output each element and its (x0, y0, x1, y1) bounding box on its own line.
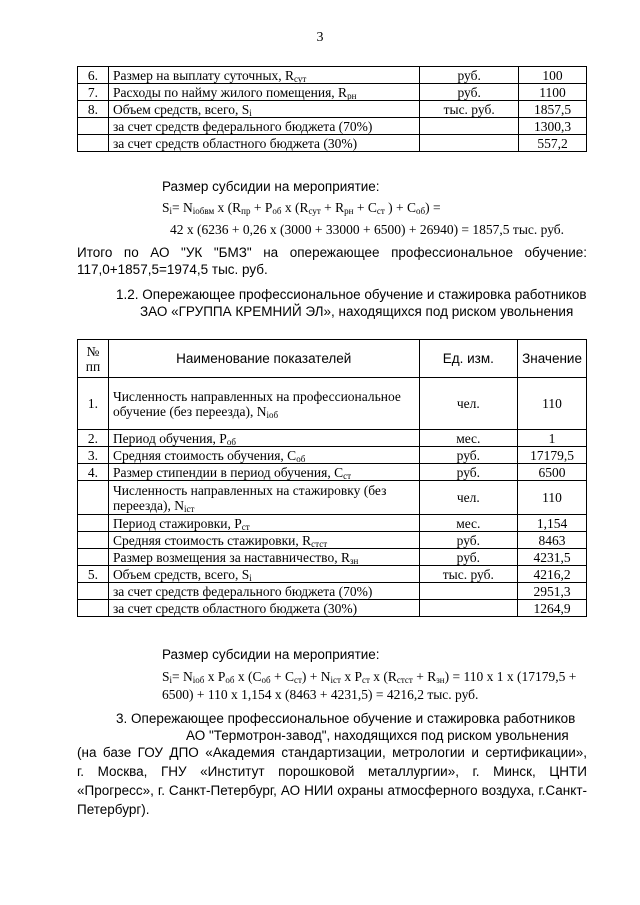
row-name (108, 600, 419, 617)
section-3-body-line-3: «Прогресс», г. Санкт-Петербург, АО НИИ охраны атмосферного воздуха, г.Санкт- (77, 783, 587, 798)
row-unit: руб. (419, 549, 518, 566)
table-row (78, 464, 587, 481)
row-number: 6. (78, 67, 109, 84)
row-name-text: Размер на выплату суточных, R (112, 67, 295, 83)
header-name: Наименование показателей (108, 340, 419, 378)
row-name (108, 447, 419, 464)
formula-1-line-1: $S_i= N_{iобвм}$ x ($R_{пр} + P_{об}$ x ($R_{сут} + R_{рн} + C_{ст}$ ) + $C_{об}$) = (162, 200, 441, 216)
row-name-subscript: ст (343, 470, 352, 481)
row-unit (420, 135, 519, 152)
row-name-subscript: стст (311, 538, 328, 549)
row-name-text: Средняя стоимость обучения, C (112, 447, 297, 463)
row-name-subscript: об (226, 436, 236, 447)
row-number (78, 549, 109, 566)
row-value: 17179,5 (518, 447, 587, 464)
budget-table-1 (77, 66, 587, 152)
total-line-1: Итого по АО "УК "БМЗ" на опережающее профессиональное обучение: (77, 245, 587, 260)
page-number: 3 (316, 30, 324, 45)
row-name-subscript: об (296, 453, 306, 464)
header-value: Значение (518, 340, 587, 378)
table-row (78, 67, 587, 84)
row-name (108, 481, 419, 515)
row-unit: руб. (419, 447, 518, 464)
row-number (78, 481, 109, 515)
row-number (78, 600, 109, 617)
row-number (78, 532, 109, 549)
row-unit: руб. (420, 67, 519, 84)
subsidy-label-1: Размер субсидии на мероприятие: (162, 179, 380, 194)
row-name-text: за счет средств федерального бюджета (70%) (112, 118, 373, 134)
table-row (78, 447, 587, 464)
row-value: 1264,9 (518, 600, 587, 617)
budget-table-2 (77, 339, 587, 617)
row-name-text: Численность направленных на профессиональное обучение (без переезда), N (112, 388, 401, 419)
row-name-text: за счет средств областного бюджета (30%) (112, 600, 358, 616)
row-value: 557,2 (519, 135, 587, 152)
row-name-subscript: i (249, 572, 252, 583)
row-unit: мес. (419, 515, 518, 532)
row-name-text: Период стажировки, P (112, 515, 242, 531)
row-name-text: Объем средств, всего, S (112, 566, 250, 582)
row-value: 6500 (518, 464, 587, 481)
row-number (78, 515, 109, 532)
row-unit: чел. (419, 481, 518, 515)
row-number (78, 118, 109, 135)
row-number: 1. (78, 378, 109, 430)
row-value: 1300,3 (519, 118, 587, 135)
row-name-text: Средняя стоимость стажировки, R (112, 532, 312, 548)
row-name-text: Объем средств, всего, S (112, 101, 250, 117)
row-number: 3. (78, 447, 109, 464)
row-name (108, 135, 419, 152)
row-name (108, 430, 419, 447)
row-name-subscript: i (249, 107, 252, 118)
table-row (78, 566, 587, 583)
row-name (108, 532, 419, 549)
row-name-text: за счет средств областного бюджета (30%) (112, 135, 358, 151)
table-row (78, 532, 587, 549)
table-row (78, 84, 587, 101)
row-value: 4231,5 (518, 549, 587, 566)
row-number (78, 135, 109, 152)
row-name-subscript: iоб (266, 409, 279, 420)
row-unit: чел. (419, 378, 518, 430)
row-name (108, 549, 419, 566)
row-value: 1100 (519, 84, 587, 101)
row-unit (419, 583, 518, 600)
row-unit: руб. (420, 84, 519, 101)
table-row (78, 549, 587, 566)
row-value: 110 (518, 378, 587, 430)
row-name (108, 84, 419, 101)
table-row (78, 135, 587, 152)
section-3-heading-line-2: АО "Термотрон-завод", находящихся под риском увольнения (186, 728, 569, 743)
row-unit (420, 118, 519, 135)
row-number: 5. (78, 566, 109, 583)
table-row (78, 481, 587, 515)
table-row (78, 101, 587, 118)
table-row (78, 515, 587, 532)
row-value: 4216,2 (518, 566, 587, 583)
row-name (108, 566, 419, 583)
row-name-text: Размер возмещения за наставничество, R (112, 549, 350, 565)
row-unit: тыс. руб. (420, 101, 519, 118)
row-name-subscript: зн (349, 555, 359, 566)
row-unit: мес. (419, 430, 518, 447)
row-name (108, 378, 419, 430)
row-name (108, 101, 419, 118)
row-name (108, 464, 419, 481)
formula-2-line-2: 6500) + 110 x 1,154 x (8463 + 4231,5) = 4216,2 тыс. руб. (162, 687, 479, 702)
formula-2-line-1: $S_i= N_{iоб}$ x $P_{об}$ x $(C_{об} + C_{ст}) + N_{iст}$ x $P_{ст}$ x $(R_{стст} + R_{зн}) = 110$ x 1 x (17179,5 + (162, 669, 577, 685)
row-number: 7. (78, 84, 109, 101)
section-1-2-heading-line-1: 1.2. Опережающее профессиональное обучение и стажировка работников (116, 287, 587, 302)
total-line-2: 117,0+1857,5=1974,5 тыс. руб. (77, 262, 268, 277)
table-row (78, 378, 587, 430)
row-number: 8. (78, 101, 109, 118)
row-name-subscript: сут (294, 73, 307, 84)
row-value: 1,154 (518, 515, 587, 532)
row-name-subscript: iст (184, 503, 195, 514)
row-name-text: Численность направленных на стажировку (без переезда), N (112, 482, 387, 513)
section-3-body-line-1: (на базе ГОУ ДПО «Академия стандартизации, метрологии и сертификации», (77, 745, 587, 760)
section-3-body-line-2: г. Москва, ГНУ «Институт порошковой металлургии», г. Минск, ЦНТИ (77, 764, 587, 779)
row-name-text: Период обучения, P (112, 430, 227, 446)
row-value: 8463 (518, 532, 587, 549)
row-value: 110 (518, 481, 587, 515)
row-name-subscript: ст (241, 521, 250, 532)
row-value: 1 (518, 430, 587, 447)
row-number: 4. (78, 464, 109, 481)
row-value: 100 (519, 67, 587, 84)
table-row (78, 430, 587, 447)
header-unit: Ед. изм. (419, 340, 518, 378)
row-number (78, 583, 109, 600)
row-unit: руб. (419, 532, 518, 549)
row-unit (419, 600, 518, 617)
row-value: 2951,3 (518, 583, 587, 600)
section-1-2-heading-line-2: ЗАО «ГРУППА КРЕМНИЙ ЭЛ», находящихся под риском увольнения (140, 304, 574, 319)
section-3-heading-line-1: 3. Опережающее профессиональное обучение и стажировка работников (116, 711, 576, 726)
row-value: 1857,5 (519, 101, 587, 118)
row-number: 2. (78, 430, 109, 447)
row-name (108, 515, 419, 532)
header-num: № пп (78, 340, 109, 378)
table-row (78, 118, 587, 135)
row-name (108, 118, 419, 135)
row-name-text: Размер стипендии в период обучения, C (112, 464, 344, 480)
row-name-text: за счет средств федерального бюджета (70%) (112, 583, 373, 599)
row-name (108, 67, 419, 84)
subsidy-label-2: Размер субсидии на мероприятие: (162, 647, 380, 662)
table-row (78, 600, 587, 617)
formula-1-line-2: 42 x (6236 + 0,26 x (3000 + 33000 + 6500) + 26940) = 1857,5 тыс. руб. (170, 222, 565, 237)
row-unit: руб. (419, 464, 518, 481)
section-3-body-line-4: Петербург). (77, 802, 150, 817)
row-unit: тыс. руб. (419, 566, 518, 583)
row-name-text: Расходы по найму жилого помещения, R (112, 84, 348, 100)
row-name-subscript: рн (347, 90, 357, 101)
table-row (78, 583, 587, 600)
row-name (108, 583, 419, 600)
